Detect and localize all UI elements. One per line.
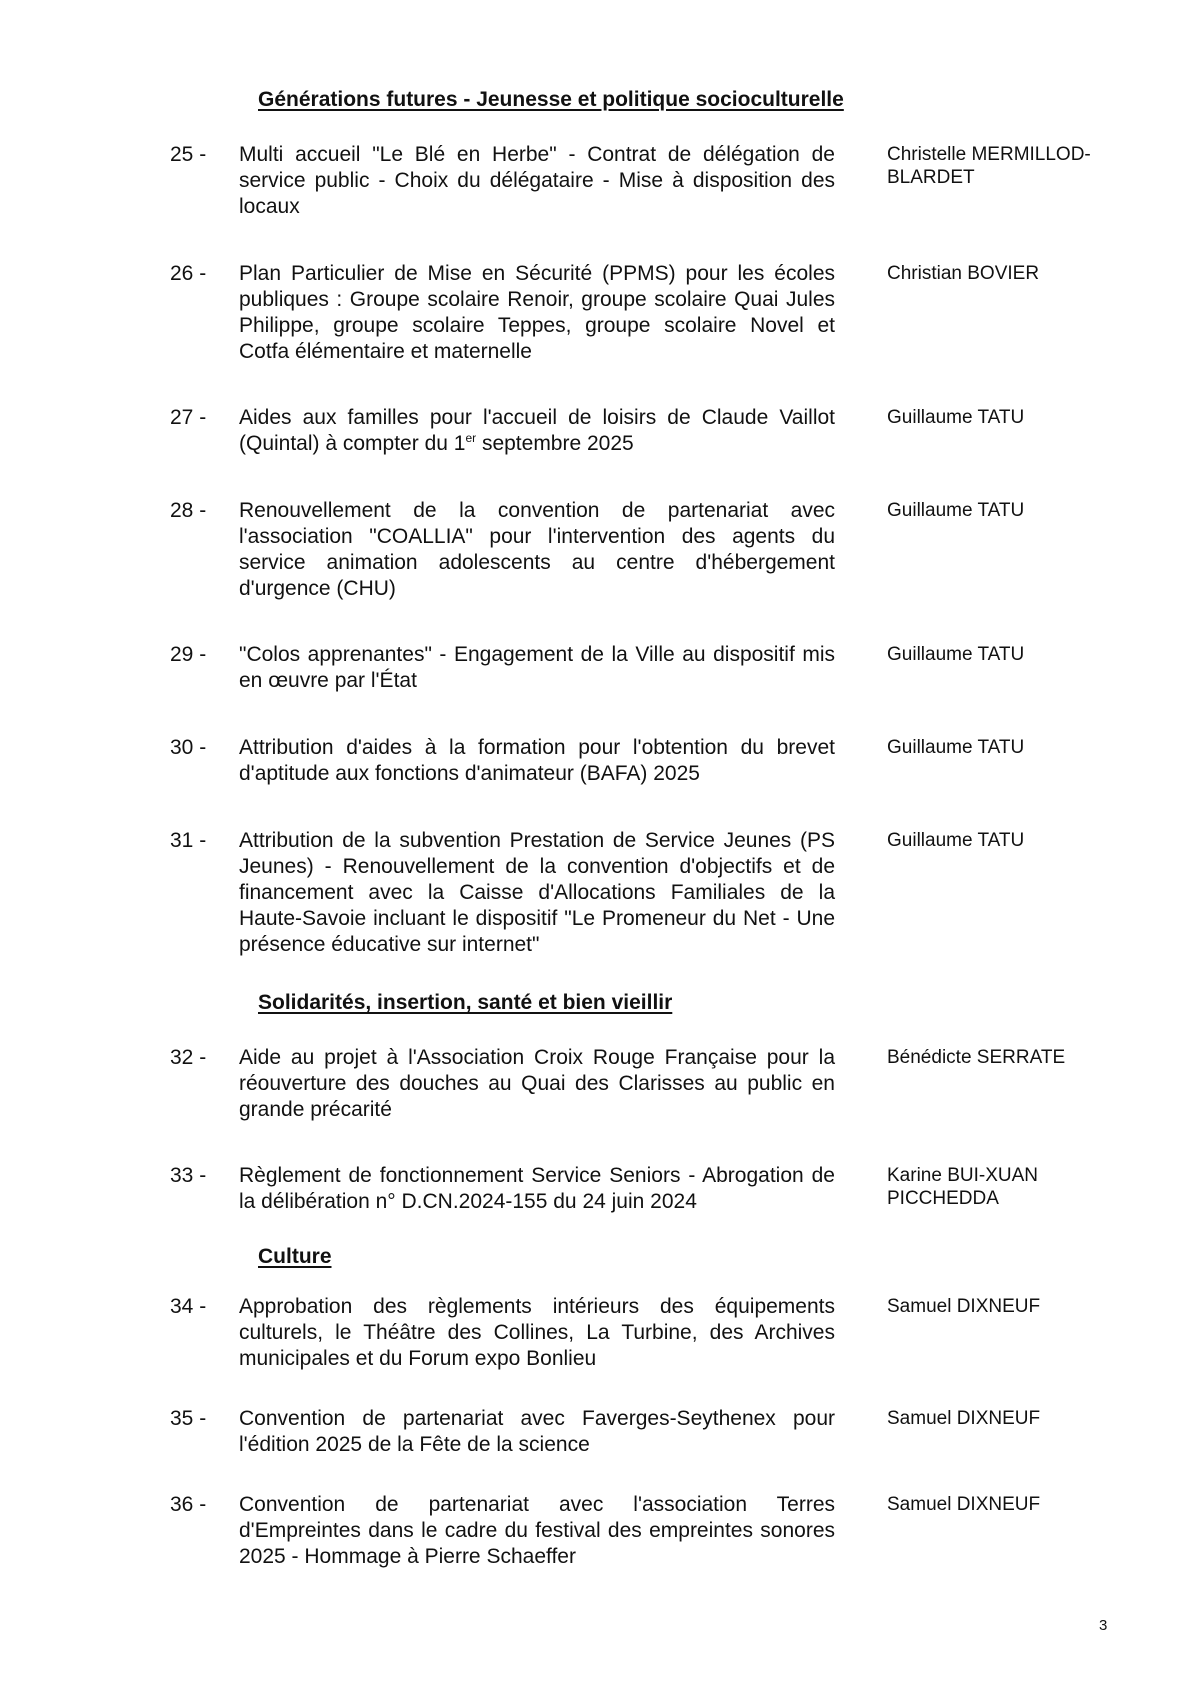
item-rapporteur: Samuel DIXNEUF bbox=[887, 1494, 1041, 1515]
item-rapporteur: Guillaume TATU bbox=[887, 830, 1025, 851]
item-text: Approbation des règlements intérieurs des équipements culturels, le Théâtre des Collines, La Turbine, des Archives municipales et du Forum expo Bonlieu bbox=[239, 1295, 835, 1370]
item-text: "Colos apprenantes" - Engagement de la Ville au dispositif mis en œuvre par l'État bbox=[239, 643, 835, 692]
item-text: Attribution de la subvention Prestation de Service Jeunes (PS Jeunes) - Renouvellement de la convention d'objectifs et de financement avec la Caisse d'Allocations Familiales de la Haute-Savoie incluant le dispositif "Le Promeneur du Net - Une présence éducative sur internet" bbox=[239, 829, 835, 956]
item-text-part: septembre 2025 bbox=[476, 432, 634, 455]
section-title-generations-futures: Générations futures - Jeunesse et politique socioculturelle bbox=[258, 88, 844, 111]
item-number: 28 - bbox=[170, 499, 207, 522]
item-number: 34 - bbox=[170, 1295, 207, 1318]
item-rapporteur: Karine BUI-XUAN PICCHEDDA bbox=[887, 1165, 1038, 1209]
item-number: 32 - bbox=[170, 1046, 207, 1069]
section-title-solidarites: Solidarités, insertion, santé et bien vieillir bbox=[258, 991, 673, 1014]
item-rapporteur: Samuel DIXNEUF bbox=[887, 1296, 1041, 1317]
item-rapporteur: Christelle MERMILLOD-BLARDET bbox=[887, 144, 1091, 188]
item-number: 33 - bbox=[170, 1164, 207, 1187]
item-rapporteur: Guillaume TATU bbox=[887, 737, 1025, 758]
item-text bbox=[239, 405, 835, 457]
item-number: 29 - bbox=[170, 643, 207, 666]
item-rapporteur: Guillaume TATU bbox=[887, 407, 1025, 428]
item-number: 27 - bbox=[170, 406, 207, 429]
section-title-culture: Culture bbox=[258, 1245, 332, 1268]
item-text-superscript: er bbox=[465, 431, 477, 445]
item-rapporteur: Samuel DIXNEUF bbox=[887, 1408, 1041, 1429]
item-number: 31 - bbox=[170, 829, 207, 852]
item-text: Aide au projet à l'Association Croix Rouge Française pour la réouverture des douches au Quai des Clarisses au public en grande précarité bbox=[239, 1046, 835, 1121]
item-text: Convention de partenariat avec Faverges-Seythenex pour l'édition 2025 de la Fête de la science bbox=[239, 1407, 835, 1456]
item-text: Multi accueil "Le Blé en Herbe" - Contrat de délégation de service public - Choix du délégataire - Mise à disposition des locaux bbox=[239, 143, 835, 218]
item-number: 26 - bbox=[170, 262, 207, 285]
item-rapporteur: Guillaume TATU bbox=[887, 644, 1025, 665]
item-number: 35 - bbox=[170, 1407, 207, 1430]
page-number: 3 bbox=[1099, 1617, 1108, 1634]
item-rapporteur: Christian BOVIER bbox=[887, 263, 1040, 284]
item-text: Convention de partenariat avec l'association Terres d'Empreintes dans le cadre du festival des empreintes sonores 2025 - Hommage à Pierre Schaeffer bbox=[239, 1493, 835, 1568]
item-text: Règlement de fonctionnement Service Seniors - Abrogation de la délibération n° D.CN.2024-155 du 24 juin 2024 bbox=[239, 1164, 835, 1213]
item-text: Attribution d'aides à la formation pour l'obtention du brevet d'aptitude aux fonctions d'animateur (BAFA) 2025 bbox=[239, 736, 835, 785]
item-number: 30 - bbox=[170, 736, 207, 759]
item-rapporteur: Bénédicte SERRATE bbox=[887, 1047, 1066, 1068]
item-text: Renouvellement de la convention de partenariat avec l'association "COALLIA" pour l'intervention des agents du service animation adolescents au centre d'hébergement d'urgence (CHU) bbox=[239, 499, 835, 600]
item-number: 25 - bbox=[170, 143, 207, 166]
item-text: Plan Particulier de Mise en Sécurité (PPMS) pour les écoles publiques : Groupe scolaire Renoir, groupe scolaire Quai Jules Philippe, groupe scolaire Teppes, groupe scolaire Novel et Cotfa élémentaire et maternelle bbox=[239, 262, 835, 363]
item-rapporteur: Guillaume TATU bbox=[887, 500, 1025, 521]
item-number: 36 - bbox=[170, 1493, 207, 1516]
item-text-part: Aides aux familles pour l'accueil de loisirs de Claude Vaillot (Quintal) à compter du 1 bbox=[239, 406, 835, 455]
